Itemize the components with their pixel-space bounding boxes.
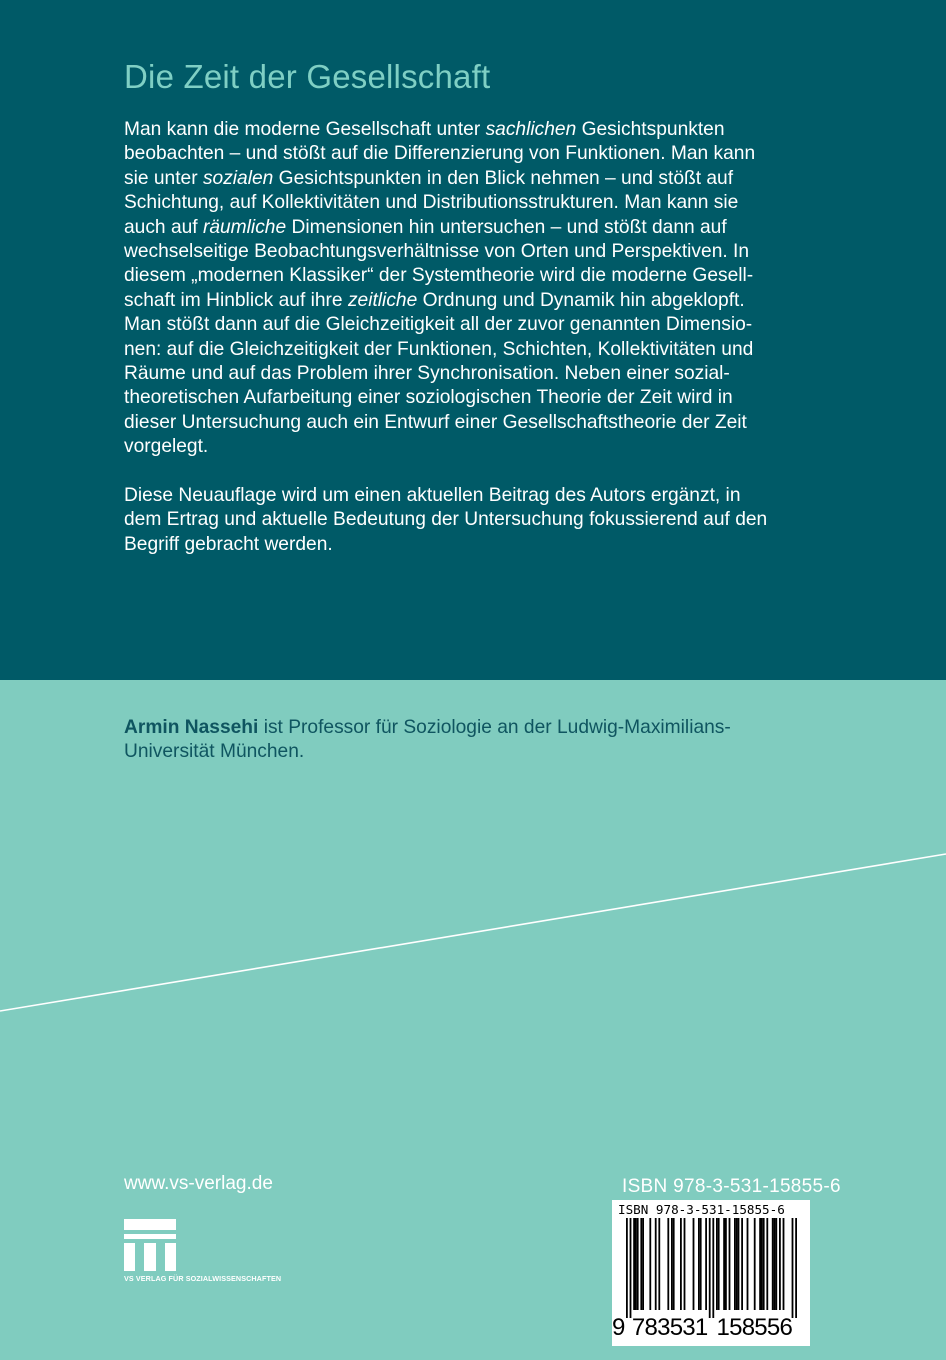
blurb-text: Gesichtspunkten in den Blick nehmen – und stößt auf: [273, 167, 734, 189]
barcode-bar: [718, 1218, 720, 1310]
blurb-emphasis: sachlichen: [485, 119, 577, 140]
blurb-text: theoretischen Aufarbeitung einer soziologischen Theorie der Zeit wird in: [124, 387, 733, 409]
blurb-text: Man stößt dann auf die Gleichzeitigkeit all der zuvor genannten Dimensio-: [124, 314, 753, 336]
barcode-bar: [725, 1218, 727, 1310]
blurb-text: auch auf: [124, 216, 203, 238]
barcode-bar: [729, 1218, 731, 1310]
barcode-bar: [772, 1218, 774, 1310]
blurb-text: dieser Untersuchung auch ein Entwurf einer Gesellschaftstheorie der Zeit: [124, 411, 747, 433]
barcode-digit: 1: [716, 1314, 730, 1341]
blurb-text: schaft im Hinblick auf ihre: [124, 289, 348, 311]
barcode-bar: [775, 1218, 777, 1310]
blurb-emphasis: zeitliche: [347, 289, 418, 311]
barcode-bar: [712, 1218, 714, 1318]
barcode-digit: 8: [741, 1314, 756, 1341]
barcode-bar: [759, 1218, 761, 1310]
blurb-paragraph-1: [124, 118, 824, 460]
barcode-bar: [658, 1218, 660, 1310]
blurb-line: [124, 167, 824, 191]
barcode-bar: [649, 1218, 651, 1310]
barcode-bar: [792, 1218, 794, 1318]
barcode-bar: [693, 1218, 695, 1310]
author-bio-text-2: Universität München.: [124, 741, 305, 763]
blurb-line: [124, 338, 824, 362]
blurb-line: dem Ertrag und aktuelle Bedeutung der Untersuchung fokussierend auf den: [124, 509, 768, 531]
barcode-bar: [642, 1218, 644, 1310]
blurb-paragraph-2: [124, 484, 824, 557]
blurb-emphasis: sozialen: [202, 167, 274, 189]
barcode-digit: 1: [694, 1314, 709, 1341]
barcode-bar: [671, 1218, 673, 1310]
author-bio-line-1: [124, 716, 824, 740]
blurb-text: Dimensionen hin untersuchen – und stößt dann auf: [286, 216, 727, 238]
blurb-line: Begriff gebracht werden.: [124, 533, 333, 555]
barcode-bar: [680, 1218, 682, 1310]
blurb-text: diesem „modernen Klassiker“ der Systemtheorie wird die moderne Gesell-: [124, 265, 754, 287]
blurb-line: [124, 118, 824, 142]
barcode-bar: [635, 1218, 637, 1310]
blurb-text: nen: auf die Gleichzeitigkeit der Funktionen, Schichten, Kollektivitäten und: [124, 338, 754, 360]
barcode-digit: 5: [669, 1314, 684, 1341]
author-bio-text-1: ist Professor für Soziologie an der Ludwig-Maximilians-: [258, 717, 731, 738]
barcode-bar: [684, 1218, 686, 1310]
barcode-bar: [795, 1218, 797, 1318]
barcode-bar: [783, 1218, 785, 1310]
barcode-bar: [655, 1218, 657, 1310]
blurb-line: [124, 362, 824, 386]
isbn-label: ISBN 978-3-531-15855-6: [622, 1176, 841, 1197]
blurb-text: sie unter: [124, 167, 203, 189]
barcode-bar: [747, 1218, 749, 1310]
barcode-bar: [734, 1218, 736, 1310]
author-bio: [124, 716, 824, 765]
blurb-text: Gesichtspunkten: [576, 119, 725, 140]
barcode-bar: [736, 1218, 738, 1310]
barcode-bar: [667, 1218, 669, 1310]
barcode-bar: [626, 1218, 628, 1318]
barcode-bar: [709, 1218, 711, 1318]
barcode-digit: 3: [682, 1314, 696, 1341]
blurb-line: [124, 435, 824, 459]
publisher-name: VS VERLAG FÜR SOZIALWISSENSCHAFTEN: [124, 1274, 282, 1283]
barcode-bar: [637, 1218, 639, 1310]
barcode-digit: 8: [644, 1314, 658, 1341]
barcode-bar: [705, 1218, 707, 1310]
barcode-bar: [673, 1218, 675, 1310]
blurb: [124, 118, 824, 557]
blurb-text: beobachten – und stößt auf die Differenzierung von Funktionen. Man kann: [124, 143, 756, 165]
blurb-line: [124, 411, 824, 435]
barcode: [612, 1200, 810, 1346]
blurb-text: Räume und auf das Problem ihrer Synchronisation. Neben einer sozial-: [124, 363, 730, 385]
blurb-text: Ordnung und Dynamik hin abgeklopft.: [417, 289, 745, 311]
blurb-line: [124, 240, 824, 264]
barcode-bar: [716, 1218, 718, 1310]
barcode-bar: [633, 1218, 635, 1310]
blurb-text: vorgelegt.: [124, 436, 209, 458]
barcode-bar: [763, 1218, 765, 1310]
barcode-bar: [761, 1218, 763, 1310]
barcode-bar: [738, 1218, 740, 1310]
blurb-text: Man kann die moderne Gesellschaft unter: [124, 119, 486, 140]
barcode-bars: [612, 1218, 810, 1318]
blurb-line: [124, 313, 824, 337]
barcode-bar: [779, 1218, 781, 1310]
blurb-line: [124, 216, 824, 240]
barcode-bar: [766, 1218, 768, 1310]
publisher-website: www.vs-verlag.de: [124, 1173, 273, 1194]
barcode-digit: 9: [612, 1314, 626, 1341]
barcode-bar: [640, 1218, 642, 1310]
barcode-bar: [630, 1218, 632, 1318]
barcode-bar: [723, 1218, 725, 1310]
blurb-line: [124, 191, 824, 215]
blurb-line: [124, 386, 824, 410]
blurb-emphasis: räumliche: [202, 216, 287, 238]
barcode-bar: [754, 1218, 756, 1310]
blurb-line: Diese Neuauflage wird um einen aktuellen Beitrag des Autors ergänzt, in: [124, 485, 741, 507]
author-name: Armin Nassehi: [124, 717, 259, 738]
blurb-line: [124, 289, 824, 313]
blurb-line: [124, 264, 824, 288]
blurb-text: Schichtung, auf Kollektivitäten und Distributionsstrukturen. Man kann sie: [124, 192, 739, 214]
barcode-bar: [774, 1218, 776, 1310]
barcode-digit: 5: [766, 1314, 781, 1341]
barcode-digit: 7: [631, 1314, 646, 1341]
blurb-line: [124, 142, 824, 166]
barcode-digit: 3: [657, 1314, 671, 1341]
book-title: Die Zeit der Gesellschaft: [124, 58, 491, 95]
publisher-logo-icon: [124, 1219, 176, 1271]
barcode-digit: 5: [754, 1314, 768, 1341]
barcode-bar: [700, 1218, 702, 1310]
barcode-bar: [698, 1218, 700, 1310]
barcode-digit: 5: [729, 1314, 743, 1341]
barcode-bar: [741, 1218, 743, 1310]
barcode-isbn-text: ISBN 978-3-531-15855-6: [618, 1202, 785, 1217]
barcode-digit: 6: [779, 1314, 793, 1341]
blurb-text: wechselseitige Beobachtungsverhältnisse von Orten und Perspektiven. In: [124, 241, 750, 263]
